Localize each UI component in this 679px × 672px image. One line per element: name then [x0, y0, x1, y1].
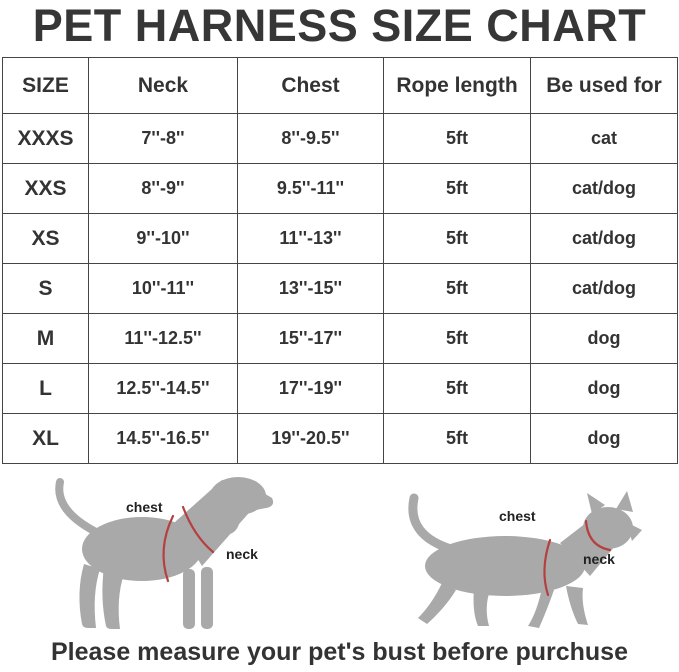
table-row [3, 114, 678, 164]
dog-neck-label: neck [226, 546, 258, 562]
cat-measurement-diagram [390, 488, 665, 633]
cat-chest-label: chest [499, 508, 536, 524]
cat-tail [413, 498, 454, 550]
chest-value: 13''-15'' [238, 264, 384, 314]
column-header-neck: Neck [89, 58, 238, 114]
rope-length-value: 5ft [384, 264, 531, 314]
size-label: XXS [3, 164, 89, 214]
cat-front-leg [566, 586, 588, 625]
size-label: M [3, 314, 89, 364]
neck-value: 7''-8'' [89, 114, 238, 164]
rope-length-value: 5ft [384, 314, 531, 364]
size-chart-table [2, 57, 678, 464]
rope-length-value: 5ft [384, 364, 531, 414]
chest-value: 15''-17'' [238, 314, 384, 364]
cat-neck-label: neck [583, 551, 615, 567]
table-row [3, 364, 678, 414]
be-used-for-value: dog [531, 414, 678, 464]
chest-value: 11''-13'' [238, 214, 384, 264]
be-used-for-value: dog [531, 364, 678, 414]
table-row [3, 264, 678, 314]
page-title: PET HARNESS SIZE CHART [32, 0, 647, 51]
dog-back-leg [102, 567, 124, 629]
neck-value: 8''-9'' [89, 164, 238, 214]
dog-front-leg [183, 569, 195, 629]
size-label: L [3, 364, 89, 414]
size-label: XS [3, 214, 89, 264]
dog-measurement-diagram [50, 474, 275, 632]
dog-back-leg [79, 564, 100, 628]
column-header-size: SIZE [3, 58, 89, 114]
rope-length-value: 5ft [384, 114, 531, 164]
be-used-for-value: cat [531, 114, 678, 164]
chest-value: 8''-9.5'' [238, 114, 384, 164]
be-used-for-value: cat/dog [531, 214, 678, 264]
table-row [3, 214, 678, 264]
header-row [3, 58, 678, 114]
size-label: XL [3, 414, 89, 464]
measure-before-purchase-note: Please measure your pet's bust before purchuse [51, 638, 628, 666]
table-row [3, 414, 678, 464]
cat-back-leg [474, 588, 491, 626]
cat-head [583, 507, 633, 549]
cat-ear [616, 491, 633, 512]
rope-length-value: 5ft [384, 164, 531, 214]
dog-tail [59, 482, 96, 532]
size-label: XXXS [3, 114, 89, 164]
neck-value: 9''-10'' [89, 214, 238, 264]
table-row [3, 314, 678, 364]
neck-value: 12.5''-14.5'' [89, 364, 238, 414]
dog-front-leg [201, 567, 213, 629]
neck-value: 11''-12.5'' [89, 314, 238, 364]
neck-value: 10''-11'' [89, 264, 238, 314]
be-used-for-value: dog [531, 314, 678, 364]
chest-value: 19''-20.5'' [238, 414, 384, 464]
column-header-be-used-for: Be used for [531, 58, 678, 114]
chest-value: 9.5''-11'' [238, 164, 384, 214]
be-used-for-value: cat/dog [531, 164, 678, 214]
chest-value: 17''-19'' [238, 364, 384, 414]
size-label: S [3, 264, 89, 314]
cat-back-leg [418, 583, 456, 624]
dog-chest-label: chest [126, 499, 163, 515]
rope-length-value: 5ft [384, 414, 531, 464]
neck-value: 14.5''-16.5'' [89, 414, 238, 464]
rope-length-value: 5ft [384, 214, 531, 264]
table-row [3, 164, 678, 214]
column-header-chest: Chest [238, 58, 384, 114]
be-used-for-value: cat/dog [531, 264, 678, 314]
column-header-rope-length: Rope length [384, 58, 531, 114]
